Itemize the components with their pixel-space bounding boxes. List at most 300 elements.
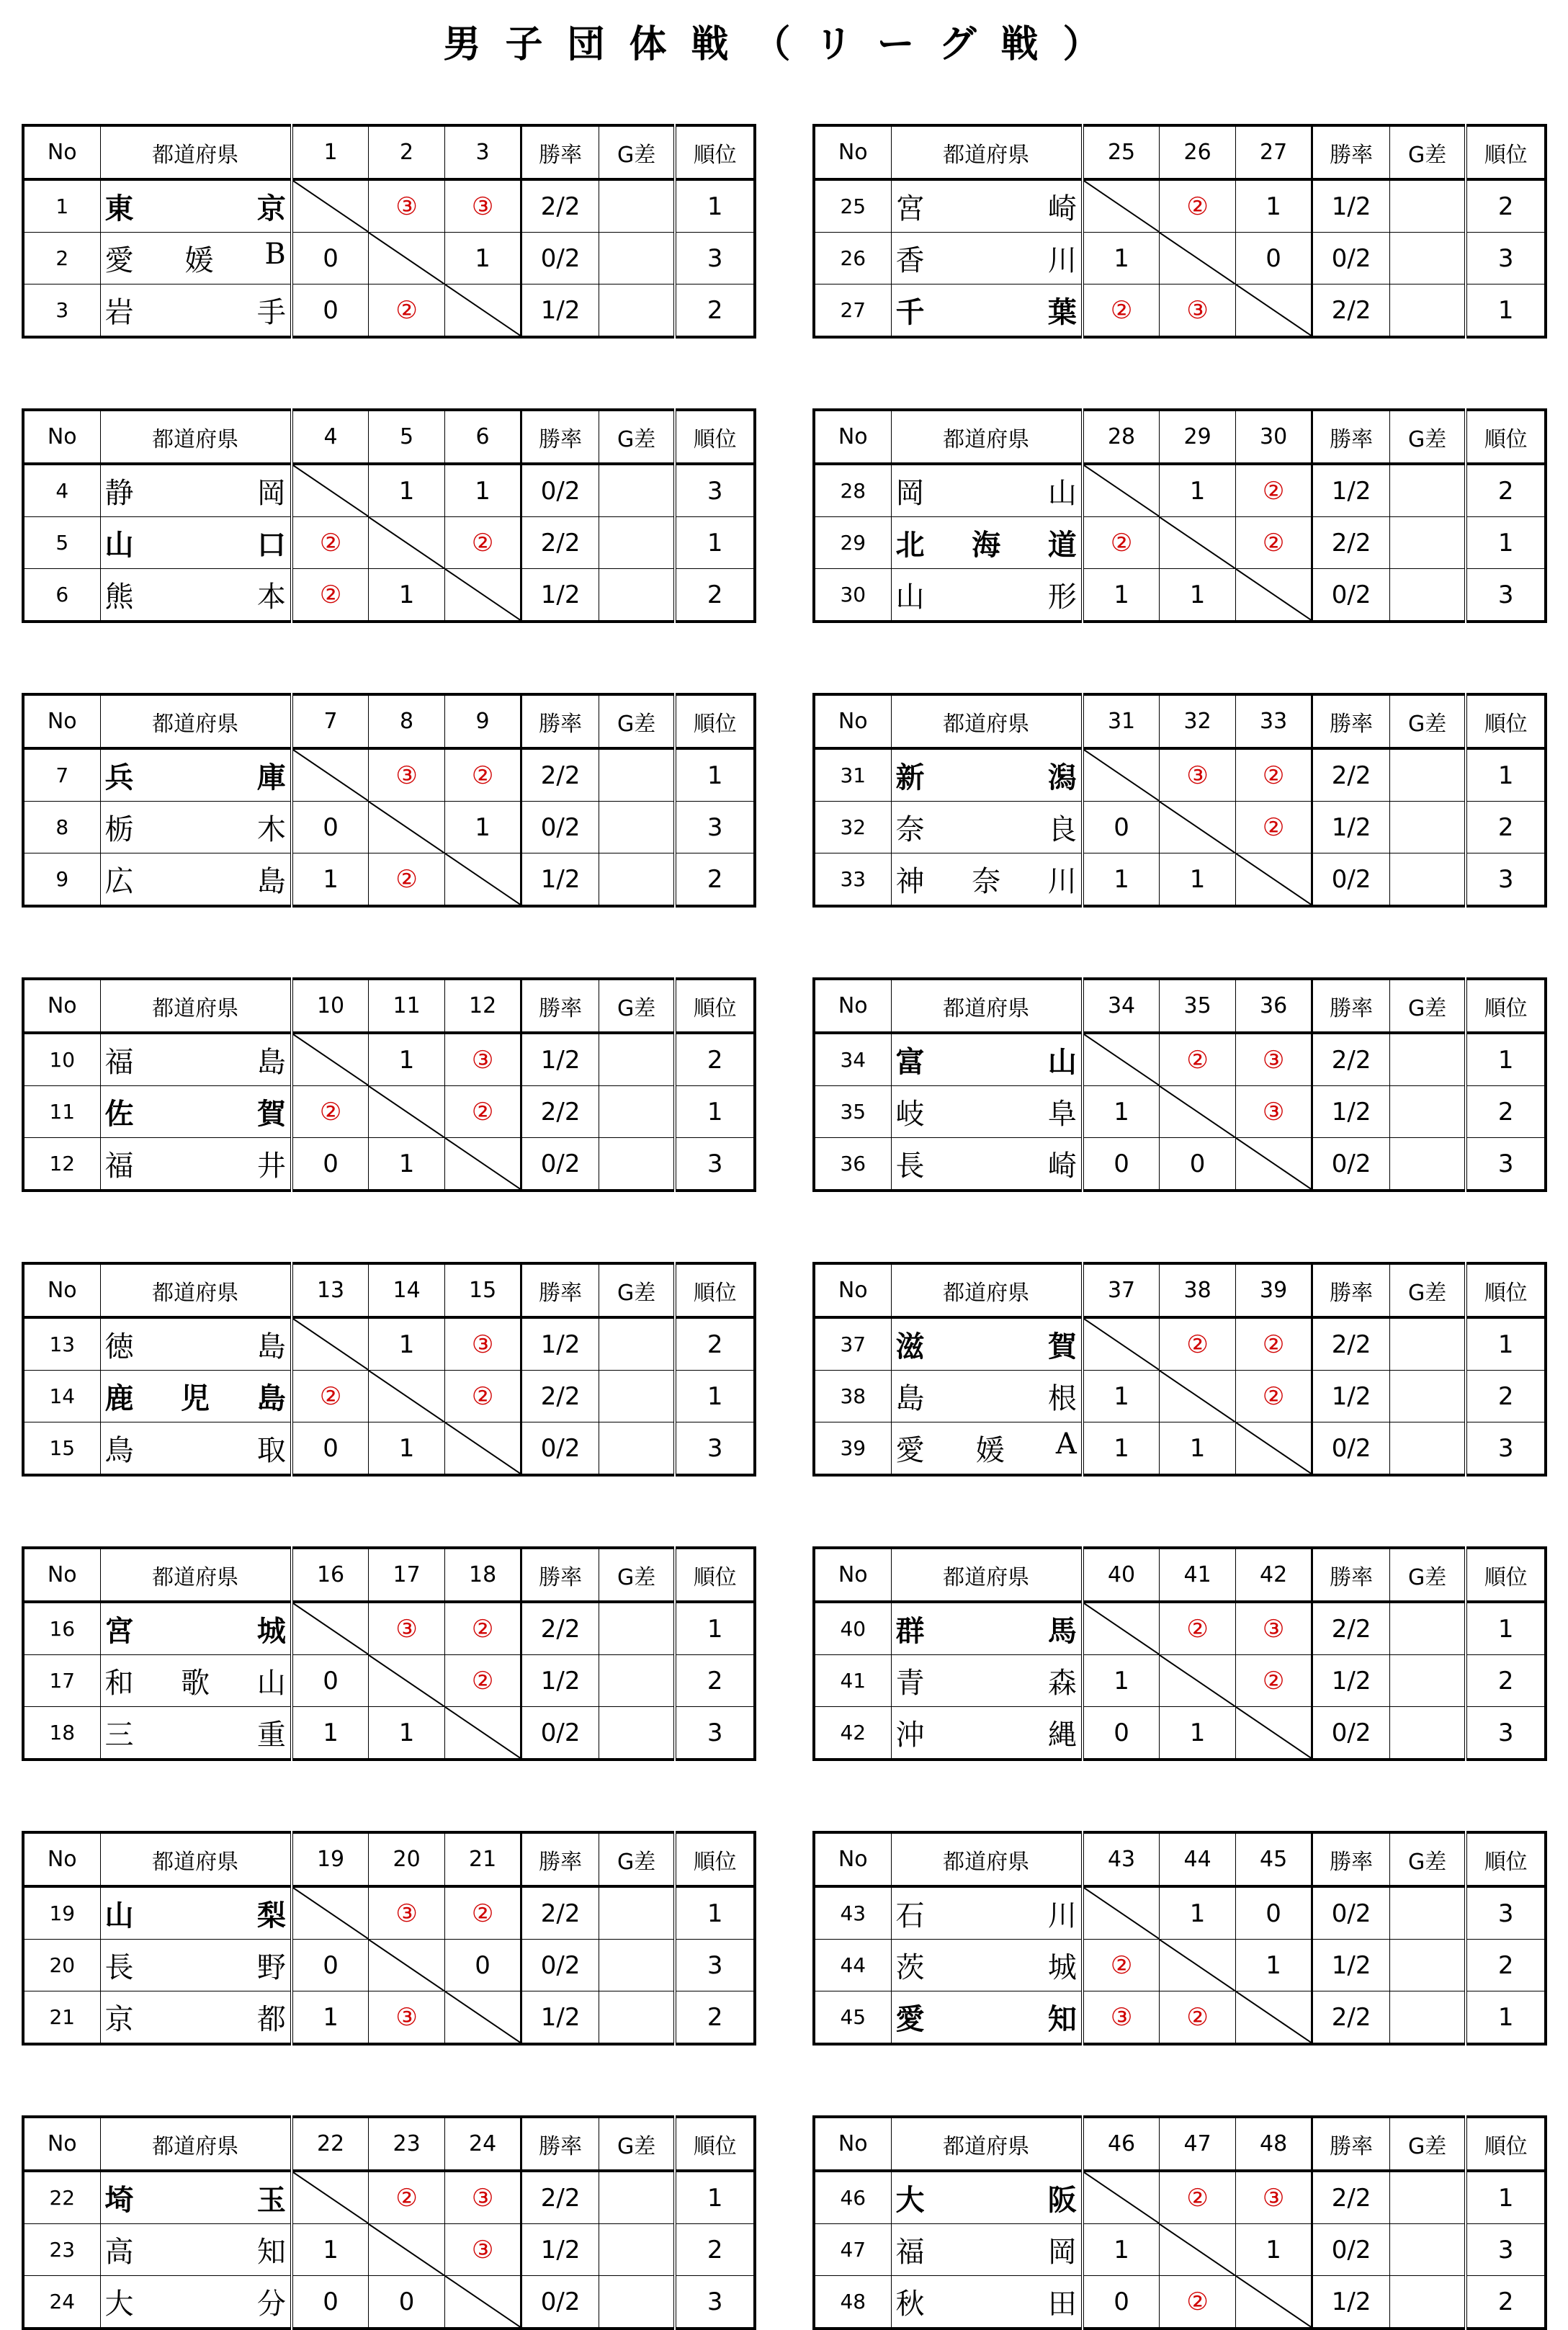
- header-no: No: [23, 979, 100, 1033]
- table-row: [23, 1940, 755, 1991]
- table-header-row: [814, 1548, 1546, 1602]
- win-rate: 1/2: [1312, 1940, 1390, 1991]
- team-name: [891, 1991, 1083, 2045]
- team-name-text: 高 知: [104, 2236, 286, 2269]
- header-game-diff: G差: [599, 2117, 675, 2171]
- team-name-text: 千 葉: [895, 295, 1077, 329]
- diagonal-cell: [1235, 1991, 1312, 2045]
- game-diff: [1389, 802, 1466, 853]
- win-rate: 2/2: [521, 1602, 599, 1655]
- diagonal-cell: [1083, 1033, 1160, 1086]
- team-no: 44: [814, 1940, 891, 1991]
- table-row: [814, 802, 1546, 853]
- header-game-diff: G差: [1389, 125, 1466, 179]
- win-rate: 2/2: [521, 748, 599, 802]
- league-table: [22, 1546, 756, 1761]
- team-no: 26: [814, 233, 891, 284]
- win-rate: 1/2: [521, 284, 599, 338]
- game-diff: [599, 1602, 675, 1655]
- table-row: [23, 1655, 755, 1707]
- game-diff: [599, 748, 675, 802]
- match-result: 1: [1160, 464, 1236, 517]
- header-opponent-no: 7: [292, 694, 369, 748]
- header-prefecture: 都道府県: [100, 1832, 292, 1886]
- table-row: [814, 284, 1546, 338]
- match-result: 0: [292, 1655, 369, 1707]
- header-no: No: [23, 410, 100, 464]
- team-no: 30: [814, 569, 891, 622]
- header-opponent-no: 46: [1083, 2117, 1160, 2171]
- rank: 2: [675, 569, 755, 622]
- team-no: 14: [23, 1371, 100, 1422]
- header-prefecture: 都道府県: [891, 125, 1083, 179]
- diagonal-cell: [369, 517, 445, 569]
- diagonal-cell: [1083, 179, 1160, 233]
- team-name: [891, 569, 1083, 622]
- league-tables-grid: [22, 124, 1547, 2330]
- table-row: [23, 1371, 755, 1422]
- table-row: [814, 1033, 1546, 1086]
- team-name: [891, 1317, 1083, 1371]
- table-header-row: [814, 410, 1546, 464]
- team-name-text: 富 山: [895, 1045, 1077, 1079]
- team-name: [100, 1886, 292, 1940]
- match-result: 0: [292, 1940, 369, 1991]
- match-result: 1: [1235, 2224, 1312, 2276]
- game-diff: [1389, 1940, 1466, 1991]
- match-result: ②: [1160, 2276, 1236, 2329]
- header-opponent-no: 8: [369, 694, 445, 748]
- header-win-rate: 勝率: [1312, 2117, 1390, 2171]
- header-opponent-no: 40: [1083, 1548, 1160, 1602]
- win-rate: 0/2: [1312, 1422, 1390, 1476]
- header-opponent-no: 31: [1083, 694, 1160, 748]
- diagonal-cell: [1083, 748, 1160, 802]
- match-result: ③: [1235, 1086, 1312, 1138]
- header-win-rate: 勝率: [1312, 410, 1390, 464]
- team-no: 33: [814, 853, 891, 907]
- table-row: [814, 853, 1546, 907]
- team-name-text: 山 形: [895, 581, 1077, 614]
- team-name: [891, 464, 1083, 517]
- diagonal-cell: [1235, 569, 1312, 622]
- header-opponent-no: 34: [1083, 979, 1160, 1033]
- header-opponent-no: 38: [1160, 1263, 1236, 1317]
- header-rank: 順位: [675, 410, 755, 464]
- win-rate: 1/2: [1312, 464, 1390, 517]
- header-opponent-no: 41: [1160, 1548, 1236, 1602]
- rank: 1: [1466, 517, 1546, 569]
- rank: 1: [675, 748, 755, 802]
- game-diff: [1389, 1991, 1466, 2045]
- match-result: 1: [292, 1707, 369, 1760]
- team-name-text: 福 井: [104, 1150, 286, 1183]
- header-game-diff: G差: [1389, 694, 1466, 748]
- diagonal-cell: [292, 464, 369, 517]
- header-rank: 順位: [675, 1832, 755, 1886]
- diagonal-cell: [1160, 2224, 1236, 2276]
- team-name-text: 新 潟: [895, 761, 1077, 794]
- table-row: [23, 1886, 755, 1940]
- team-no: 1: [23, 179, 100, 233]
- header-no: No: [23, 1263, 100, 1317]
- header-opponent-no: 3: [444, 125, 521, 179]
- team-name-text: 群 馬: [895, 1614, 1077, 1648]
- team-name-text: 栃 木: [104, 813, 286, 846]
- diagonal-cell: [369, 802, 445, 853]
- table-row: [814, 464, 1546, 517]
- team-name: [891, 517, 1083, 569]
- header-rank: 順位: [1466, 410, 1546, 464]
- team-name-text: 岩 手: [104, 296, 286, 329]
- diagonal-cell: [292, 1317, 369, 1371]
- rank: 1: [675, 2171, 755, 2224]
- rank: 3: [675, 464, 755, 517]
- team-no: 7: [23, 748, 100, 802]
- team-name: [891, 1033, 1083, 1086]
- match-result: 0: [1160, 1138, 1236, 1191]
- diagonal-cell: [1235, 853, 1312, 907]
- win-rate: 1/2: [1312, 1371, 1390, 1422]
- game-diff: [1389, 1707, 1466, 1760]
- match-result: 1: [369, 1138, 445, 1191]
- table-header-row: [23, 1263, 755, 1317]
- team-name-text: 神 奈 川: [895, 865, 1077, 898]
- rank: 2: [675, 853, 755, 907]
- diagonal-cell: [292, 1886, 369, 1940]
- header-no: No: [814, 1832, 891, 1886]
- rank: 1: [1466, 748, 1546, 802]
- header-prefecture: 都道府県: [100, 979, 292, 1033]
- rank: 1: [675, 1086, 755, 1138]
- win-rate: 2/2: [521, 1086, 599, 1138]
- table-header-row: [23, 1548, 755, 1602]
- table-row: [814, 1886, 1546, 1940]
- win-rate: 0/2: [521, 464, 599, 517]
- table-row: [23, 1138, 755, 1191]
- header-win-rate: 勝率: [521, 694, 599, 748]
- header-opponent-no: 45: [1235, 1832, 1312, 1886]
- table-row: [814, 1940, 1546, 1991]
- rank: 3: [675, 1138, 755, 1191]
- team-name: [100, 1086, 292, 1138]
- game-diff: [599, 1317, 675, 1371]
- match-result: 1: [444, 802, 521, 853]
- rank: 3: [1466, 1707, 1546, 1760]
- table-row: [23, 179, 755, 233]
- team-name-text: 宮 崎: [895, 192, 1077, 225]
- rank: 2: [1466, 179, 1546, 233]
- header-opponent-no: 19: [292, 1832, 369, 1886]
- team-name: [100, 1655, 292, 1707]
- match-result: ②: [369, 853, 445, 907]
- team-name-text: 福 岡: [895, 2236, 1077, 2269]
- rank: 2: [675, 1655, 755, 1707]
- header-prefecture: 都道府県: [100, 410, 292, 464]
- match-result: 1: [1235, 1940, 1312, 1991]
- header-game-diff: G差: [599, 979, 675, 1033]
- header-opponent-no: 37: [1083, 1263, 1160, 1317]
- match-result: ②: [292, 569, 369, 622]
- team-no: 34: [814, 1033, 891, 1086]
- team-name: [100, 1317, 292, 1371]
- team-name-text: 愛 知: [895, 2002, 1077, 2036]
- game-diff: [1389, 1422, 1466, 1476]
- diagonal-cell: [369, 1371, 445, 1422]
- game-diff: [1389, 853, 1466, 907]
- header-opponent-no: 43: [1083, 1832, 1160, 1886]
- header-game-diff: G差: [1389, 2117, 1466, 2171]
- header-prefecture: 都道府県: [100, 694, 292, 748]
- header-opponent-no: 35: [1160, 979, 1236, 1033]
- match-result: 1: [1160, 853, 1236, 907]
- header-opponent-no: 48: [1235, 2117, 1312, 2171]
- team-name: [891, 853, 1083, 907]
- team-name-text: 徳 島: [104, 1330, 286, 1363]
- rank: 2: [1466, 1371, 1546, 1422]
- rank: 3: [675, 1422, 755, 1476]
- header-prefecture: 都道府県: [891, 979, 1083, 1033]
- team-no: 12: [23, 1138, 100, 1191]
- match-result: 0: [1083, 802, 1160, 853]
- game-diff: [599, 2276, 675, 2329]
- diagonal-cell: [444, 569, 521, 622]
- header-opponent-no: 23: [369, 2117, 445, 2171]
- match-result: ②: [1160, 1033, 1236, 1086]
- header-prefecture: 都道府県: [891, 1548, 1083, 1602]
- header-prefecture: 都道府県: [891, 1263, 1083, 1317]
- team-no: 32: [814, 802, 891, 853]
- match-result: ③: [1235, 1602, 1312, 1655]
- header-win-rate: 勝率: [1312, 1832, 1390, 1886]
- team-no: 3: [23, 284, 100, 338]
- rank: 3: [1466, 853, 1546, 907]
- team-name: [891, 1940, 1083, 1991]
- header-game-diff: G差: [1389, 1548, 1466, 1602]
- team-name: [891, 1655, 1083, 1707]
- table-row: [814, 233, 1546, 284]
- team-name: [891, 1086, 1083, 1138]
- match-result: 0: [1083, 1138, 1160, 1191]
- win-rate: 1/2: [1312, 1655, 1390, 1707]
- table-row: [814, 1371, 1546, 1422]
- game-diff: [1389, 517, 1466, 569]
- game-diff: [1389, 284, 1466, 338]
- team-name-text: 秋 田: [895, 2288, 1077, 2321]
- header-rank: 順位: [1466, 2117, 1546, 2171]
- rank: 3: [675, 1707, 755, 1760]
- header-opponent-no: 27: [1235, 125, 1312, 179]
- team-no: 25: [814, 179, 891, 233]
- match-result: 1: [1083, 1655, 1160, 1707]
- game-diff: [599, 1707, 675, 1760]
- game-diff: [1389, 1086, 1466, 1138]
- team-no: 42: [814, 1707, 891, 1760]
- header-prefecture: 都道府県: [891, 1832, 1083, 1886]
- team-name: [100, 2171, 292, 2224]
- team-name-text: 沖 縄: [895, 1719, 1077, 1752]
- game-diff: [1389, 2171, 1466, 2224]
- header-rank: 順位: [1466, 1263, 1546, 1317]
- team-name: [100, 1138, 292, 1191]
- table-row: [814, 1422, 1546, 1476]
- header-opponent-no: 1: [292, 125, 369, 179]
- team-name-text: 奈 良: [895, 813, 1077, 846]
- header-rank: 順位: [675, 125, 755, 179]
- win-rate: 0/2: [1312, 853, 1390, 907]
- win-rate: 1/2: [521, 2224, 599, 2276]
- table-header-row: [23, 694, 755, 748]
- rank: 3: [675, 233, 755, 284]
- header-rank: 順位: [1466, 1548, 1546, 1602]
- header-opponent-no: 39: [1235, 1263, 1312, 1317]
- table-row: [23, 748, 755, 802]
- win-rate: 2/2: [521, 179, 599, 233]
- rank: 3: [1466, 569, 1546, 622]
- match-result: ③: [1160, 284, 1236, 338]
- league-table: [812, 408, 1547, 623]
- table-row: [23, 802, 755, 853]
- game-diff: [599, 569, 675, 622]
- table-header-row: [814, 979, 1546, 1033]
- rank: 1: [1466, 1602, 1546, 1655]
- match-result: 0: [292, 233, 369, 284]
- header-no: No: [23, 125, 100, 179]
- match-result: 0: [1083, 2276, 1160, 2329]
- team-name-text: 鹿 児 島: [104, 1381, 286, 1415]
- league-table: [22, 2115, 756, 2330]
- header-game-diff: G差: [1389, 979, 1466, 1033]
- match-result: 1: [1083, 569, 1160, 622]
- team-name: [891, 284, 1083, 338]
- team-name: [100, 517, 292, 569]
- match-result: 0: [369, 2276, 445, 2329]
- game-diff: [599, 179, 675, 233]
- diagonal-cell: [292, 748, 369, 802]
- match-result: 0: [292, 284, 369, 338]
- header-opponent-no: 22: [292, 2117, 369, 2171]
- rank: 2: [1466, 1086, 1546, 1138]
- win-rate: 1/2: [521, 1991, 599, 2045]
- diagonal-cell: [292, 179, 369, 233]
- team-no: 23: [23, 2224, 100, 2276]
- team-name-text: 愛 媛 B: [104, 238, 286, 277]
- rank: 2: [1466, 464, 1546, 517]
- team-name: [891, 2171, 1083, 2224]
- header-win-rate: 勝率: [1312, 694, 1390, 748]
- team-name: [891, 1422, 1083, 1476]
- table-row: [23, 1317, 755, 1371]
- header-no: No: [814, 125, 891, 179]
- win-rate: 1/2: [1312, 179, 1390, 233]
- league-table: [22, 1831, 756, 2046]
- header-game-diff: G差: [599, 1548, 675, 1602]
- table-row: [23, 517, 755, 569]
- diagonal-cell: [444, 1991, 521, 2045]
- rank: 3: [675, 1940, 755, 1991]
- rank: 2: [1466, 802, 1546, 853]
- league-table: [22, 124, 756, 339]
- team-name-text: 山 口: [104, 528, 286, 562]
- match-result: ③: [369, 179, 445, 233]
- match-result: 1: [369, 1317, 445, 1371]
- match-result: 1: [1083, 853, 1160, 907]
- header-opponent-no: 10: [292, 979, 369, 1033]
- match-result: ②: [444, 1602, 521, 1655]
- table-row: [23, 2171, 755, 2224]
- header-prefecture: 都道府県: [891, 2117, 1083, 2171]
- header-opponent-no: 12: [444, 979, 521, 1033]
- table-row: [23, 1707, 755, 1760]
- rank: 1: [675, 517, 755, 569]
- header-game-diff: G差: [1389, 1263, 1466, 1317]
- match-result: ②: [1235, 1371, 1312, 1422]
- game-diff: [1389, 179, 1466, 233]
- header-rank: 順位: [675, 1548, 755, 1602]
- match-result: 0: [292, 2276, 369, 2329]
- header-win-rate: 勝率: [521, 1548, 599, 1602]
- table-row: [814, 569, 1546, 622]
- team-no: 13: [23, 1317, 100, 1371]
- header-no: No: [814, 2117, 891, 2171]
- header-opponent-no: 26: [1160, 125, 1236, 179]
- diagonal-cell: [1160, 1655, 1236, 1707]
- team-name: [100, 2276, 292, 2329]
- team-no: 28: [814, 464, 891, 517]
- table-header-row: [23, 410, 755, 464]
- team-name-text: 大 分: [104, 2288, 286, 2321]
- header-rank: 順位: [1466, 694, 1546, 748]
- team-name: [100, 802, 292, 853]
- game-diff: [1389, 2224, 1466, 2276]
- game-diff: [1389, 1655, 1466, 1707]
- team-no: 38: [814, 1371, 891, 1422]
- team-no: 8: [23, 802, 100, 853]
- team-name: [100, 284, 292, 338]
- match-result: 0: [1083, 1707, 1160, 1760]
- header-game-diff: G差: [599, 1263, 675, 1317]
- header-no: No: [814, 979, 891, 1033]
- diagonal-cell: [369, 1086, 445, 1138]
- game-diff: [1389, 2276, 1466, 2329]
- table-row: [23, 464, 755, 517]
- diagonal-cell: [444, 284, 521, 338]
- diagonal-cell: [292, 1033, 369, 1086]
- rank: 1: [1466, 1033, 1546, 1086]
- win-rate: 0/2: [1312, 2224, 1390, 2276]
- win-rate: 0/2: [1312, 1886, 1390, 1940]
- team-name: [100, 569, 292, 622]
- game-diff: [599, 2171, 675, 2224]
- rank: 1: [675, 1371, 755, 1422]
- diagonal-cell: [292, 2171, 369, 2224]
- header-opponent-no: 44: [1160, 1832, 1236, 1886]
- diagonal-cell: [1160, 517, 1236, 569]
- win-rate: 1/2: [521, 569, 599, 622]
- diagonal-cell: [369, 233, 445, 284]
- header-no: No: [814, 1263, 891, 1317]
- table-row: [23, 1086, 755, 1138]
- table-header-row: [814, 125, 1546, 179]
- match-result: 1: [1235, 179, 1312, 233]
- team-no: 18: [23, 1707, 100, 1760]
- match-result: ③: [1160, 748, 1236, 802]
- header-opponent-no: 20: [369, 1832, 445, 1886]
- match-result: ②: [444, 1371, 521, 1422]
- match-result: ②: [444, 748, 521, 802]
- rank: 3: [1466, 1138, 1546, 1191]
- header-rank: 順位: [675, 979, 755, 1033]
